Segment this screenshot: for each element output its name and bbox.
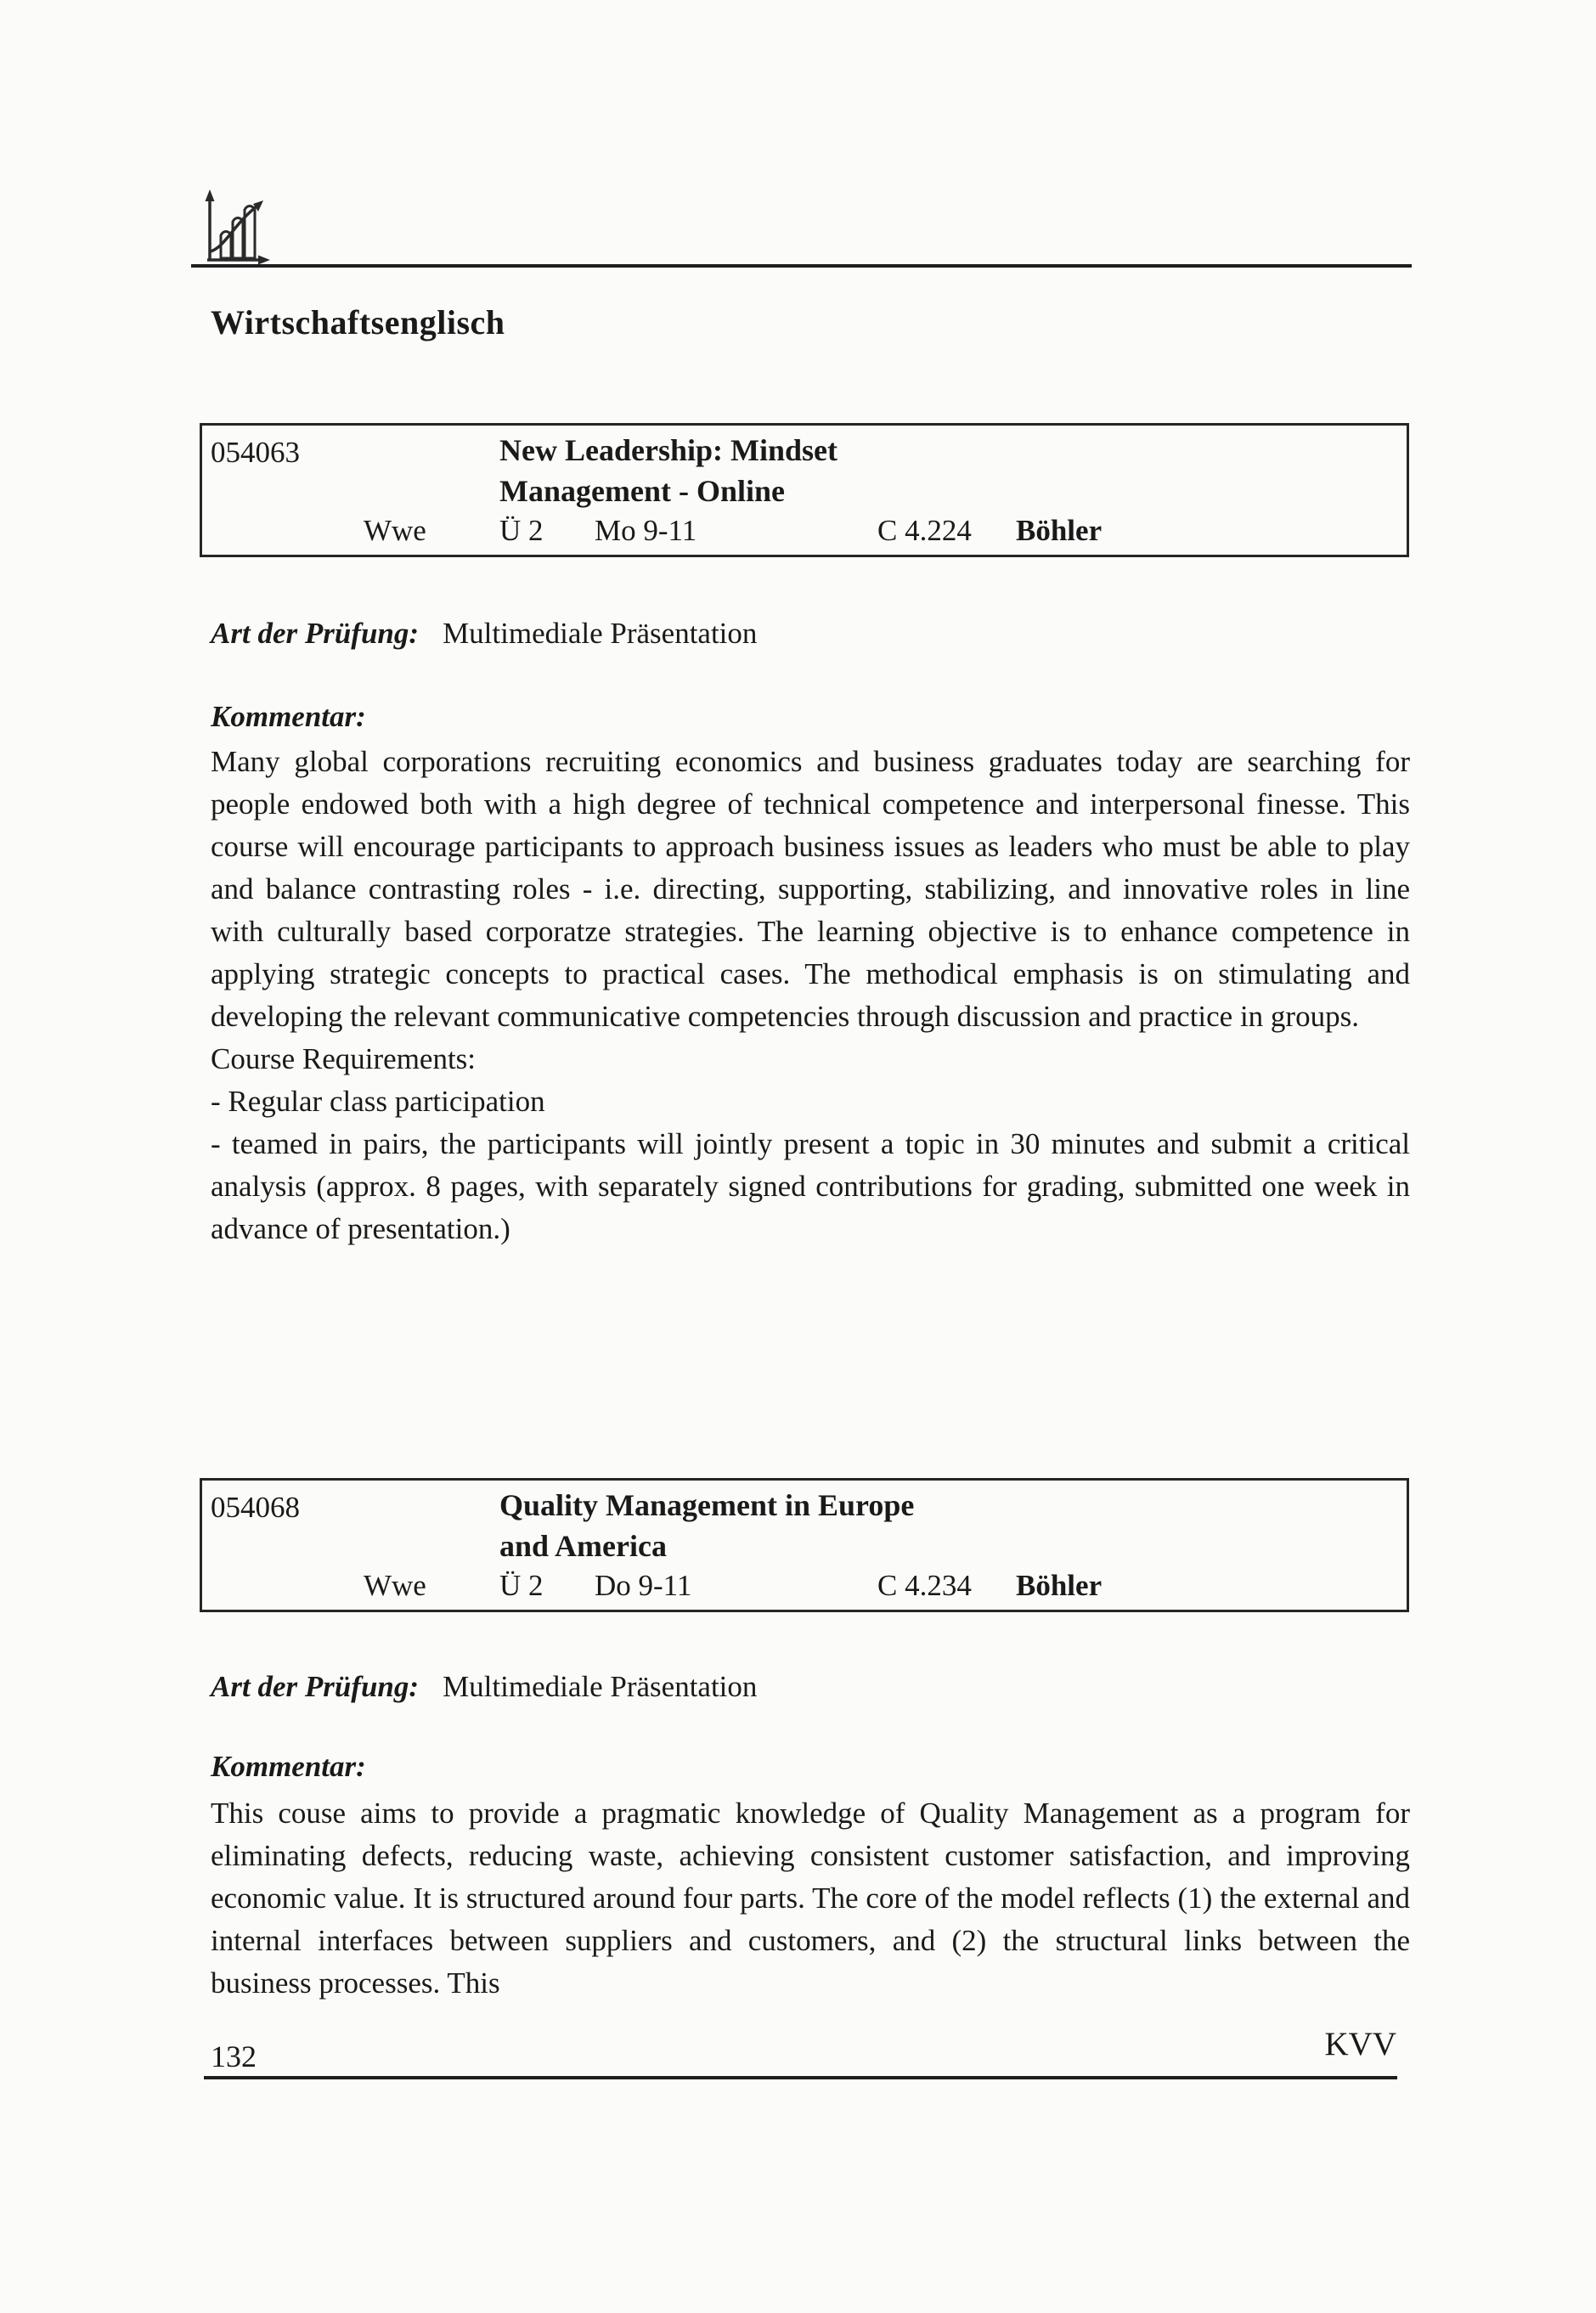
comment-label: Kommentar: [211,700,366,733]
comment-paragraph: Many global corporations recruiting economics and business graduates today are searching for people endowed both with a high degree of technical competence and interpersonal finesse. This course will encourage participants to approach business issues as leaders who must be able to play and balance contrasting roles - i.e. directing, supporting, stabilizing, and innovative roles in line with culturally based corporatze strategies. The learning objective is to enhance competence in applying strategic concepts to practical cases. The methodical emphasis is on stimulating and developing the relevant communicative competencies through discussion and practice in groups. [211,745,1410,1033]
chart-logo-icon [200,187,274,267]
course-code: 054063 [211,436,300,469]
exam-type-value: Multimediale Präsentation [443,1670,758,1703]
exam-type-label: Art der Prüfung: [211,617,420,650]
comment-label: Kommentar: [211,1750,366,1783]
exam-type-row [211,1670,757,1704]
exam-type-label: Art der Prüfung: [211,1670,420,1703]
course-title-line2: and America [499,1529,667,1563]
comment-paragraph: This couse aims to provide a pragmatic knowledge of Quality Management as a program for eliminating defects, reducing waste, achieving consistent customer satisfaction, and improving economic value. It is structured around four parts. The core of the model reflects (1) the external and internal interfaces between suppliers and customers, and (2) the structural links between the business processes. This [211,1797,1410,2000]
course-time: Do 9-11 [595,1569,692,1602]
course-type: Ü 2 [499,1569,544,1602]
course-group: Wwe [364,1569,426,1602]
requirement-item: - Regular class participation [211,1085,545,1118]
course-title-line1: Quality Management in Europe [499,1488,915,1522]
course-title-line1: New Leadership: Mindset [499,433,837,467]
course-lecturer: Böhler [1016,1569,1103,1602]
course-type: Ü 2 [499,514,544,547]
requirements-heading: Course Requirements: [211,1042,477,1075]
footer-rule [204,2076,1397,2079]
header-rule [191,264,1412,268]
course-title-line2: Management - Online [499,474,785,508]
course-box-054063 [200,423,1409,557]
requirement-item: - teamed in pairs, the participants will jointly present a topic in 30 minutes and submit a critical analysis (approx. 8 pages, with separately signed contributions for grading, submitted one week in advance of presentation.) [211,1127,1410,1245]
exam-type-row [211,617,757,651]
comment-block [211,1792,1410,2005]
course-room: C 4.234 [877,1569,972,1602]
course-time: Mo 9-11 [595,514,697,547]
course-group: Wwe [364,514,426,547]
page-number: 132 [211,2039,257,2073]
kvv-label: KVV [1324,2026,1396,2062]
page-title: Wirtschaftsenglisch [211,303,505,341]
course-room: C 4.224 [877,514,972,547]
course-box-054068 [200,1478,1409,1612]
course-code: 054068 [211,1491,300,1524]
comment-block [211,741,1410,1250]
course-lecturer: Böhler [1016,514,1103,547]
exam-type-value: Multimediale Präsentation [443,617,758,650]
